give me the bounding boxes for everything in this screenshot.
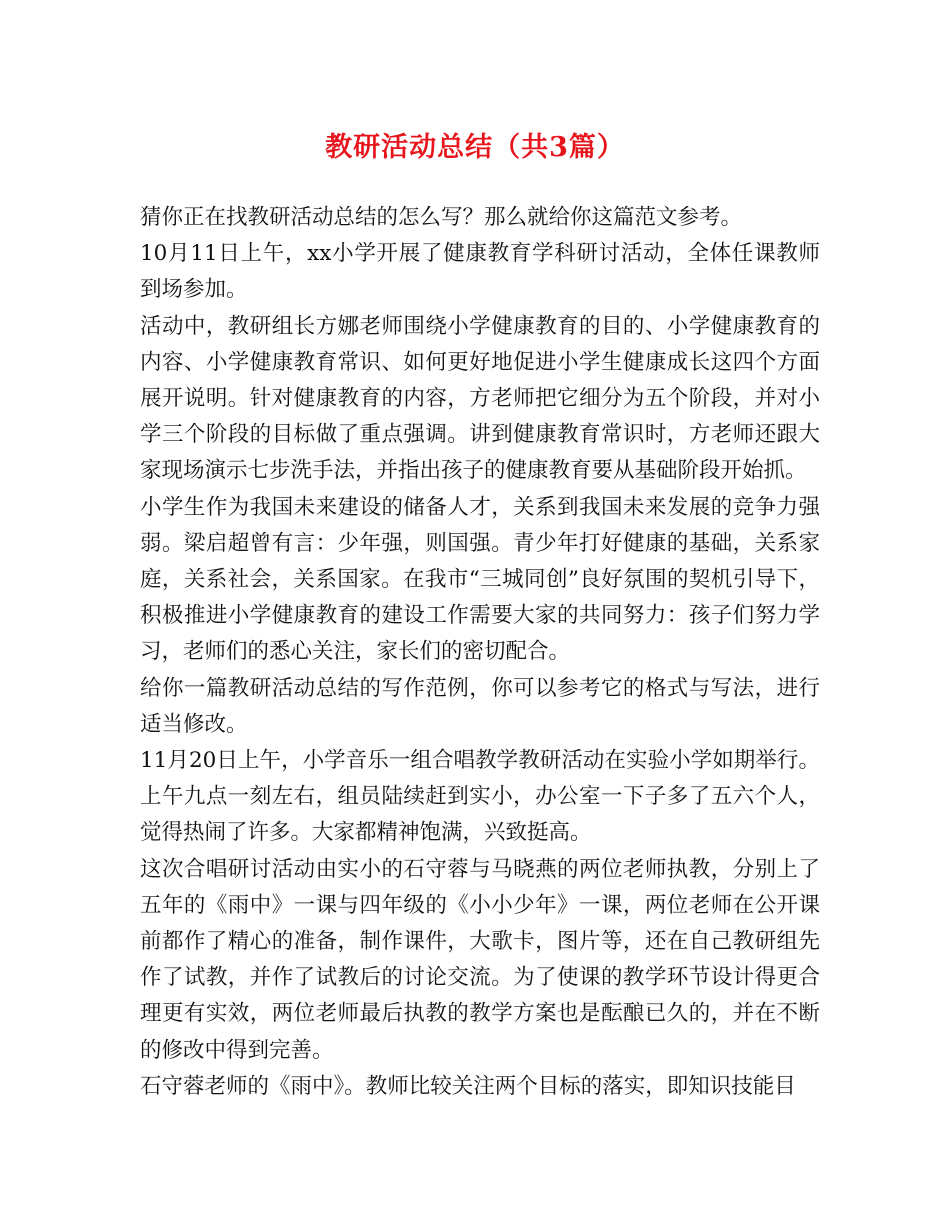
paragraph-2: 活动中，教研组长方娜老师围绕小学健康教育的目的、小学健康教育的内容、小学健康教育常识、如何更好地促进小学生健康成长这四个方面展开说明。针对健康教育的内容，方老师把它细分为五个阶段，并对小学三个阶段的目标做了重点强调。讲到健康教育常识时，方老师还跟大家现场演示七步洗手法，并指出孩子的健康教育要从基础阶段开始抓。 xyxy=(140,313,820,484)
paragraph-5: 11月20日上午，小学音乐一组合唱教学教研活动在实验小学如期举行。上午九点一刻左右，组员陆续赶到实小，办公室一下子多了五六个人，觉得热闹了许多。大家都精神饱满，兴致挺高。 xyxy=(140,748,820,846)
document-body xyxy=(140,200,820,1105)
paragraph-6: 这次合唱研讨活动由实小的石守蓉与马晓燕的两位老师执教，分别上了五年的《雨中》一课与四年级的《小小少年》一课，两位老师在公开课前都作了精心的准备，制作课件，大歌卡，图片等，还在自己教研组先作了试教，并作了试教后的讨论交流。为了使课的教学环节设计得更合理更有实效，两位老师最后执教的教学方案也是酝酿已久的，并在不断的修改中得到完善。 xyxy=(140,856,820,1063)
paragraph-intro: 猜你正在找教研活动总结的怎么写？那么就给你这篇范文参考。 xyxy=(140,205,743,230)
paragraph-1: 10月11日上午，xx小学开展了健康教育学科研讨活动，全体任课教师到场参加。 xyxy=(140,241,820,303)
paragraph-3: 小学生作为我国未来建设的储备人才，关系到我国未来发展的竞争力强弱。梁启超曾有言：少年强，则国强。青少年打好健康的基础，关系家庭，关系社会，关系国家。在我市“三城同创”良好氛围的契机引导下，积极推进小学健康教育的建设工作需要大家的共同努力：孩子们努力学习，老师们的悉心关注，家长们的密切配合。 xyxy=(140,494,820,665)
paragraph-4: 给你一篇教研活动总结的写作范例，你可以参考它的格式与写法，进行适当修改。 xyxy=(140,675,820,737)
document-title: 教研活动总结（共3篇） xyxy=(325,132,625,163)
paragraph-7: 石守蓉老师的《雨中》。教师比较关注两个目标的落实，即知识技能目 xyxy=(140,1073,796,1099)
